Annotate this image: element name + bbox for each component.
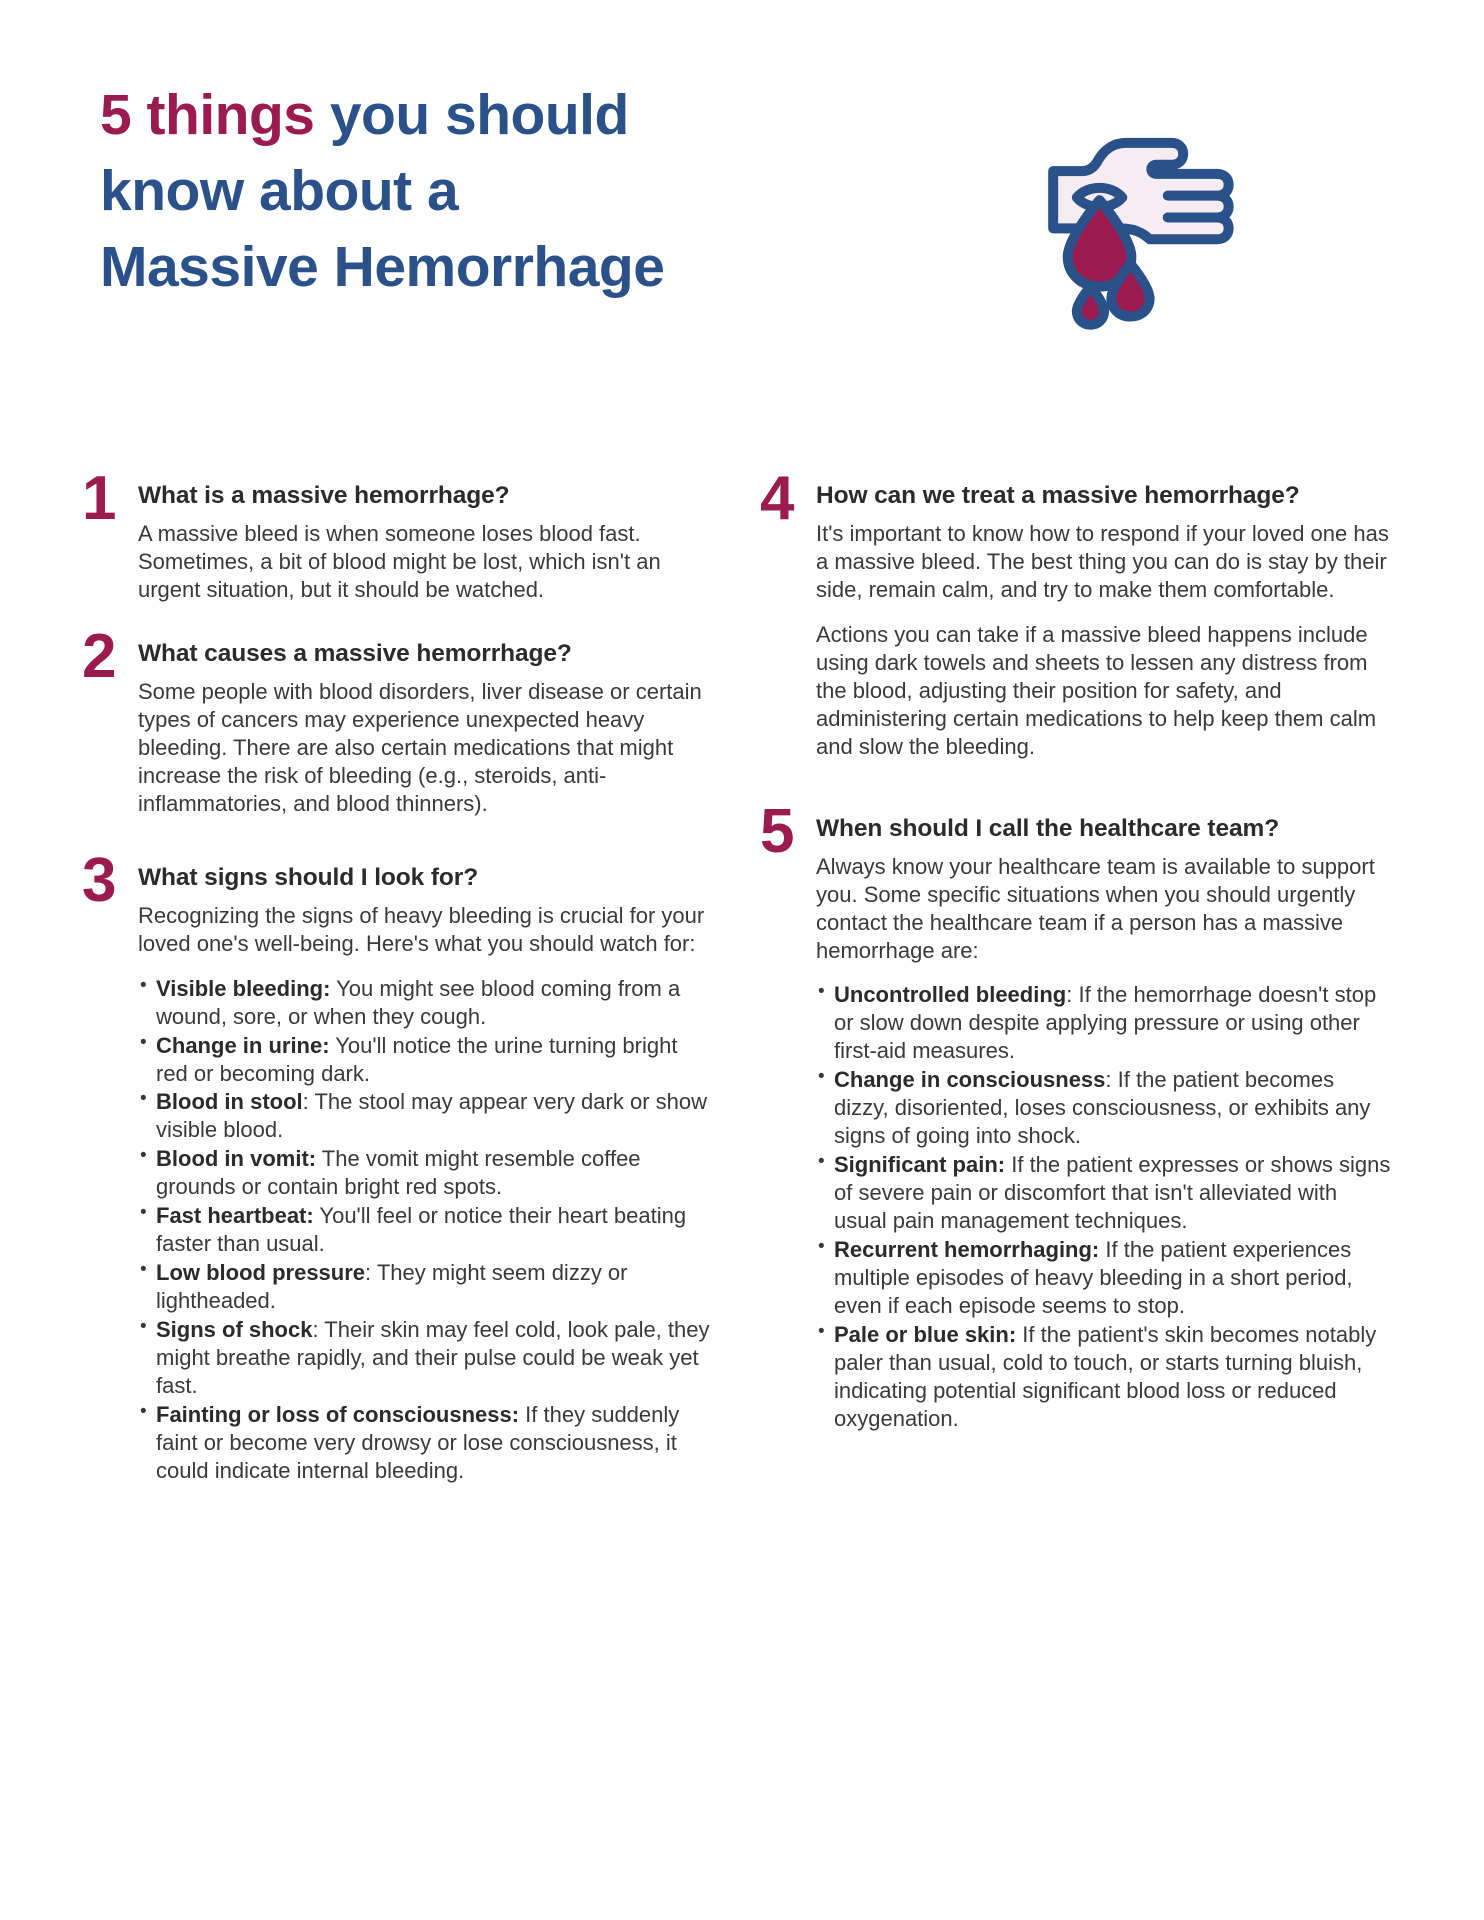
section-paragraph: It's important to know how to respond if your loved one has a massive bleed. The best thing you can do is stay by their side, remain calm, and try to make them comfortable.	[816, 521, 1389, 602]
column-left	[82, 464, 715, 1519]
section-number: 4	[760, 464, 795, 533]
bleeding-hand-icon	[1010, 132, 1240, 332]
title-highlight: 5 things	[100, 83, 315, 147]
section-heading: How can we treat a massive hemorrhage?	[816, 482, 1300, 509]
list-item-term: Change in urine:	[156, 1032, 330, 1058]
list-item-term: Fainting or loss of consciousness:	[156, 1401, 520, 1427]
section-paragraph: Recognizing the signs of heavy bleeding is crucial for your loved one's well-being. Here's what you should watch for:	[138, 902, 705, 956]
list-item-text: If the patient experiences multiple episodes of heavy bleeding in a short period, even if each episode seems to stop.	[834, 1236, 1353, 1318]
list-item-text: : If the hemorrhage doesn't stop or slow down despite applying pressure or using other first-aid measures.	[834, 982, 1377, 1064]
section-number: 5	[760, 796, 795, 866]
section-3	[82, 845, 715, 1485]
list-item-term: Pale or blue skin:	[834, 1321, 1017, 1347]
list-item-text: You might see blood coming from a wound, sore, or when they cough.	[156, 975, 681, 1029]
list-item-term: Visible bleeding:	[156, 975, 331, 1001]
list-item-text: The vomit might resemble coffee grounds or contain bright red spots.	[156, 1146, 641, 1200]
list-item	[138, 1316, 715, 1400]
list-item	[816, 981, 1393, 1065]
list-item	[816, 1321, 1393, 1433]
content-columns	[0, 464, 1484, 1519]
list-item-term: Uncontrolled bleeding	[834, 982, 1067, 1008]
list-item-term: Signs of shock	[156, 1316, 313, 1342]
list-item-text: : Their skin may feel cold, look pale, they might breathe rapidly, and their pulse could be weak yet fast.	[156, 1316, 710, 1398]
list-item	[138, 975, 715, 1031]
title-line3: Massive Hemorrhage	[100, 234, 665, 299]
section-heading: What signs should I look for?	[138, 863, 479, 891]
list-item	[816, 1066, 1393, 1150]
list-item-term: Recurrent hemorrhaging:	[834, 1236, 1100, 1262]
list-item-text: If the patient expresses or shows signs of severe pain or discomfort that isn't alleviated with usual pain management techniques.	[834, 1152, 1391, 1233]
list-item	[816, 1236, 1393, 1320]
list-item	[138, 1145, 715, 1201]
section-paragraph: Actions you can take if a massive bleed happens include using dark towels and sheets to lessen any distress from the blood, adjusting their position for safety, and administering certain medications to help keep them calm and slow the bleeding.	[816, 621, 1377, 759]
section-5	[760, 796, 1393, 1433]
section-paragraph: Always know your healthcare team is available to support you. Some specific situations when you should urgently contact the healthcare team if a person has a massive hemorrhage are:	[816, 853, 1375, 963]
call-team-bullet-list	[816, 981, 1393, 1432]
list-item	[138, 1202, 715, 1258]
list-item-term: Low blood pressure	[156, 1260, 366, 1286]
title-line2: know about a	[100, 158, 459, 223]
column-right	[760, 464, 1393, 1519]
list-item	[138, 1032, 715, 1088]
list-item-text: : They might seem dizzy or lightheaded.	[156, 1260, 628, 1314]
list-item	[138, 1259, 715, 1315]
list-item-term: Change in consciousness	[834, 1067, 1106, 1093]
list-item-term: Fast heartbeat:	[156, 1203, 314, 1229]
list-item	[138, 1088, 715, 1144]
section-paragraph: Some people with blood disorders, liver disease or certain types of cancers may experience unexpected heavy bleeding. There are also certain medications that might increase the risk of bleeding (e.g., steroids, anti-inflammatories, and blood thinners).	[138, 679, 702, 816]
list-item	[138, 1401, 715, 1485]
list-item-text: : If the patient becomes dizzy, disoriented, loses consciousness, or exhibits any signs of going into shock.	[834, 1067, 1371, 1149]
list-item-text: You'll feel or notice their heart beating faster than usual.	[156, 1203, 687, 1257]
section-number: 1	[82, 464, 117, 533]
section-4	[760, 464, 1393, 761]
section-2	[82, 621, 715, 818]
section-1	[82, 464, 715, 604]
section-number: 2	[82, 621, 117, 691]
list-item	[816, 1151, 1393, 1235]
list-item-text: If the patient's skin becomes notably paler than usual, cold to touch, or starts turning bluish, indicating potential significant blood loss or reduced oxygenation.	[834, 1321, 1377, 1431]
list-item-term: Significant pain:	[834, 1152, 1006, 1178]
page-title	[100, 78, 820, 305]
section-heading: When should I call the healthcare team?	[816, 814, 1280, 842]
title-line1-rest: you should	[314, 83, 629, 147]
list-item-text: : The stool may appear very dark or show visible blood.	[156, 1089, 707, 1143]
list-item-text: You'll notice the urine turning bright red or becoming dark.	[156, 1032, 678, 1086]
list-item-term: Blood in stool	[156, 1089, 303, 1115]
section-number: 3	[82, 845, 117, 915]
section-heading: What is a massive hemorrhage?	[138, 482, 510, 509]
section-paragraph: A massive bleed is when someone loses blood fast. Sometimes, a bit of blood might be lost, which isn't an urgent situation, but it should be watched.	[138, 521, 661, 602]
list-item-text: If they suddenly faint or become very drowsy or lose consciousness, it could indicate internal bleeding.	[156, 1401, 680, 1483]
section-heading: What causes a massive hemorrhage?	[138, 639, 572, 667]
signs-bullet-list	[138, 975, 715, 1485]
list-item-term: Blood in vomit:	[156, 1146, 317, 1172]
